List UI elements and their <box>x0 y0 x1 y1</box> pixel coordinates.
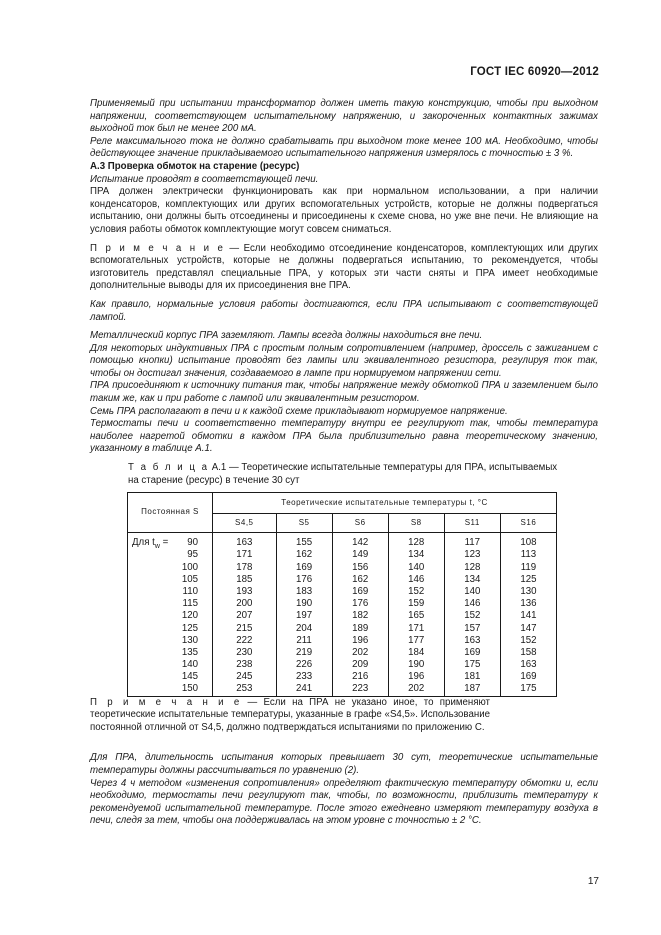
table-caption-text: А.1 — Теоретические испытательные температуры для ПРА, испытываемых на старение (ресурс) в течение 30 сут <box>128 462 558 486</box>
col-header-s6: S6 <box>332 514 388 533</box>
table-cell: 169 <box>296 561 313 573</box>
table-cell: 238 <box>236 659 253 671</box>
col-header-s16: S16 <box>500 514 556 533</box>
tw-row-label: 145 <box>181 671 198 683</box>
document-header: ГОСТ IEC 60920—2012 <box>470 66 599 78</box>
table-cell: 183 <box>296 585 313 597</box>
table-cell: 200 <box>236 598 253 610</box>
table-cell: 171 <box>236 549 253 561</box>
table-cell: 171 <box>408 622 425 634</box>
row-labels <box>128 533 213 696</box>
table-column-s8 <box>388 533 444 696</box>
table-cell: 178 <box>236 561 253 573</box>
tw-row-label: 150 <box>181 683 198 695</box>
table-cell: 175 <box>520 683 537 695</box>
table-cell: 222 <box>236 634 253 646</box>
table-cell: 146 <box>464 598 481 610</box>
table-cell: 169 <box>352 585 369 597</box>
table-cell: 226 <box>296 659 313 671</box>
table-cell: 142 <box>352 537 369 549</box>
table-cell: 207 <box>236 610 253 622</box>
table-cell: 152 <box>520 634 537 646</box>
table-column-s4-5 <box>213 533 277 696</box>
tw-row-label: 120 <box>181 610 198 622</box>
table-cell: 189 <box>352 622 369 634</box>
table-cell: 163 <box>464 634 481 646</box>
document-body <box>90 98 598 828</box>
table-cell: 215 <box>236 622 253 634</box>
table-cell: 187 <box>464 683 481 695</box>
table-cell: 241 <box>296 683 313 695</box>
paragraph-ballast-function: ПРА должен электрически функционировать как при нормальном использовании, а при наличии конденсаторов, комплектующих или других вспомогательных устройств, которые не должны подвергаться испытанию, они должны быть отсоединены и присоединены к схеме снова, но уже вне печи. Не влияющие на условия работы обмоток комплектующие могут совсем сниматься. <box>90 186 598 235</box>
tw-row-label: 140 <box>181 659 198 671</box>
table-cell: 245 <box>236 671 253 683</box>
table-cell: 230 <box>236 646 253 658</box>
tw-row-label: Для $t_w$ = 90 <box>132 537 198 551</box>
table-cell: 175 <box>464 659 481 671</box>
table-cell: 152 <box>464 610 481 622</box>
table-cell: 152 <box>408 585 425 597</box>
table-cell: 176 <box>296 573 313 585</box>
table-cell: 211 <box>296 634 312 646</box>
table-cell: 117 <box>464 537 481 549</box>
table-caption-label: Т а б л и ц а <box>128 462 210 474</box>
table-cell: 108 <box>520 537 537 549</box>
table-column-s11 <box>444 533 500 696</box>
table-cell: 125 <box>520 573 537 585</box>
table-cell: 197 <box>296 610 313 622</box>
table-cell: 185 <box>236 573 253 585</box>
table-cell: 176 <box>352 598 369 610</box>
note-2-label: П р и м е ч а н и е <box>90 696 242 708</box>
table-cell: 196 <box>352 634 369 646</box>
table-cell: 165 <box>408 610 425 622</box>
table-cell: 163 <box>236 537 253 549</box>
table-cell: 128 <box>464 561 481 573</box>
tw-row-label: 135 <box>181 646 198 658</box>
table-cell: 163 <box>520 659 537 671</box>
note-1-text: — Если необходимо отсоединение конденсаторов, комплектующих или других вспомогательных устройств, которые не должны подвергаться испытанию, то рекомендуется, чтобы изготовитель представлял специальные ПРА, у которых эти части сняты и ПРА имеет необходимые дополнительные выводы для их присоединения вне ПРА. <box>90 242 598 292</box>
temperature-table <box>127 492 557 696</box>
table-cell: 219 <box>296 646 313 658</box>
tw-row-label: 100 <box>181 561 198 573</box>
table-cell: 202 <box>352 646 369 658</box>
table-cell: 140 <box>408 561 425 573</box>
tw-row-label: 115 <box>182 598 198 610</box>
table-cell: 130 <box>520 585 537 597</box>
table-cell: 196 <box>408 671 425 683</box>
table-cell: 216 <box>352 671 369 683</box>
table-cell: 202 <box>408 683 425 695</box>
table-cell: 155 <box>296 537 313 549</box>
table-cell: 190 <box>408 659 425 671</box>
table-cell: 184 <box>408 646 425 658</box>
tw-row-label: 130 <box>181 634 198 646</box>
section-heading-a3: А.3 Проверка обмоток на старение (ресурс) <box>90 160 300 172</box>
paragraph-supply: ПРА присоединяют к источнику питания так, чтобы напряжение между обмоткой ПРА и заземлением было таким же, как и при работе с лампой или эквивалентным резистором. <box>90 380 598 405</box>
table-cell: 141 <box>520 610 537 622</box>
table-cell: 182 <box>352 610 369 622</box>
table-cell: 204 <box>296 622 313 634</box>
table-cell: 156 <box>352 561 369 573</box>
note-2-text: — Если на ПРА не указано иное, то применяют теоретические испытательные температуры, указанные в графе «S4,5». Использование постоянной отличной от S4,5, должно подтверждаться испытаниями по приложению С. <box>90 696 490 733</box>
table-cell: 162 <box>296 549 313 561</box>
paragraph-relay: Реле максимального тока не должно срабатывать при выходном токе менее 100 мА. Необходимо, чтобы действующее значение прикладываемого испытательного напряжения измерялось с точностью ± 3 %. <box>90 135 598 160</box>
tw-row-label: 95 <box>187 549 198 561</box>
table-cell: 158 <box>520 646 537 658</box>
note-1-label: П р и м е ч а н и е <box>90 242 225 254</box>
table-cell: 253 <box>236 683 253 695</box>
note-1 <box>90 243 598 293</box>
paragraph-oven: Испытание проводят в соответствующей печи. <box>90 173 319 185</box>
paragraph-thermostats: Термостаты печи и соответственно температуру внутри ее регулируют так, чтобы температура наиболее нагретой обмотки в каждом ПРА была приблизительно равна теоретическому значению, указанному в таблице А.1. <box>90 418 598 455</box>
table-cell: 134 <box>464 573 481 585</box>
table-cell: 134 <box>408 549 425 561</box>
paragraph-resistance-method: Через 4 ч методом «изменения сопротивления» определяют фактическую температуру обмотки и, если необходимо, термостаты печи регулируют так, чтобы, по возможности, приблизить температуру к рекомендуемой испытательной температуре. После этого ежедневно измеряют температуру воздуха в печи, следя за тем, чтобы она поддерживалась на этом уровне с точностью ± 2 °С. <box>90 777 598 827</box>
table-cell: 136 <box>520 598 537 610</box>
col-header-s4-5: S4,5 <box>213 514 277 533</box>
table-cell: 181 <box>464 671 481 683</box>
table-cell: 190 <box>296 598 313 610</box>
table-cell: 147 <box>520 622 537 634</box>
col-header-constant: Постоянная S <box>128 493 213 533</box>
table-cell: 119 <box>520 561 537 573</box>
table-cell: 209 <box>352 659 369 671</box>
page-number: 17 <box>587 876 599 887</box>
table-column-s16 <box>500 533 556 696</box>
table-cell: 149 <box>352 549 369 561</box>
paragraph-normal-conditions: Как правило, нормальные условия работы достигаются, если ПРА испытывают с соответствующей лампой. <box>90 298 598 323</box>
tw-row-label: 110 <box>182 585 198 597</box>
table-cell: 159 <box>408 598 425 610</box>
table-cell: 157 <box>464 622 481 634</box>
col-header-s8: S8 <box>388 514 444 533</box>
col-header-s5: S5 <box>276 514 332 533</box>
table-cell: 162 <box>352 573 369 585</box>
table-cell: 128 <box>408 537 425 549</box>
table-column-s5 <box>276 533 332 696</box>
paragraph-transformer: Применяемый при испытании трансформатор должен иметь такую конструкцию, чтобы при выходном напряжении, соответствующем испытательному напряжению, и закороченных контактных зажимах выходной ток был не менее 200 мА. <box>90 98 598 135</box>
table-cell: 140 <box>464 585 481 597</box>
col-header-s11: S11 <box>444 514 500 533</box>
table-cell: 223 <box>352 683 369 695</box>
table-cell: 169 <box>520 671 537 683</box>
paragraph-seven: Семь ПРА располагают в печи и к каждой схеме прикладывают нормируемое напряжение. <box>90 405 508 417</box>
tw-row-label: 125 <box>181 622 198 634</box>
col-header-group: Теоретические испытательные температуры t, °С <box>213 493 557 514</box>
table-cell: 193 <box>236 585 253 597</box>
paragraph-inductive: Для некоторых индуктивных ПРА с простым полным сопротивлением (например, дроссель с зажиганием с помощью кнопки) испытание проводят без лампы или эквивалентного резистора, регулируя ток так, чтобы он достигал значения, создаваемого в лампе при нормируемом напряжении сети. <box>90 342 598 379</box>
table-cell: 123 <box>464 549 481 561</box>
table-column-s6 <box>332 533 388 696</box>
tw-row-label: 105 <box>181 573 198 585</box>
table-caption <box>128 462 558 487</box>
table-cell: 146 <box>408 573 425 585</box>
paragraph-long-duration: Для ПРА, длительность испытания которых превышает 30 сут, теоретические испытательные температуры должны рассчитываться по уравнению (2). <box>90 752 598 777</box>
table-cell: 169 <box>464 646 481 658</box>
table-cell: 233 <box>296 671 313 683</box>
note-2 <box>90 697 490 735</box>
table-cell: 113 <box>520 549 537 561</box>
paragraph-grounding: Металлический корпус ПРА заземляют. Лампы всегда должны находиться вне печи. <box>90 330 483 342</box>
table-cell: 177 <box>408 634 425 646</box>
